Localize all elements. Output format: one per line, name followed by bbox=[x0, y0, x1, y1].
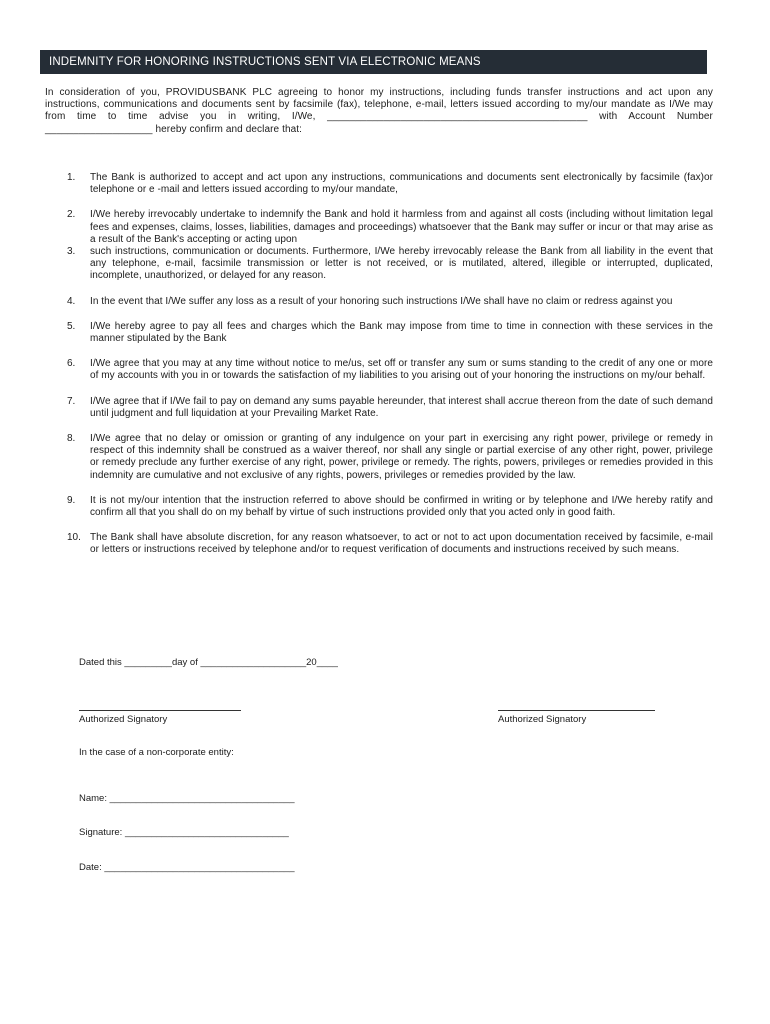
clause-text: It is not my/our intention that the instruction referred to above should be confirmed in writing or by telephone and I/We hereby ratify and confirm all that you shall do on my behalf by virtue of such instructions provided only that you acted only in good faith. bbox=[90, 494, 713, 519]
clause-number: 3. bbox=[67, 246, 76, 258]
clause-text: The Bank is authorized to accept and act upon any instructions, communications and documents sent electronically by facsimile (fax)or telephone or e -mail and letters issued according to my/our mandate, bbox=[90, 172, 713, 196]
clause-item bbox=[45, 358, 713, 382]
clause-item bbox=[45, 209, 713, 246]
intro-text: In consideration of you, PROVIDUSBANK PLC agreeing to honor my instructions, including funds transfer instructions and act upon any instructions, communications and documents sent by facsimile (fax), telephone, e-mail, letters issued according to my/our mandate as I/We may from time to time advise you in writing, I/We, ______________________________________________ with Account Number ___________________ hereby confirm and declare that: bbox=[45, 87, 713, 135]
clause-item bbox=[45, 433, 713, 482]
clause-item bbox=[45, 296, 713, 308]
signature-field: Signature: _______________________________ bbox=[79, 827, 289, 838]
clause-text: The Bank shall have absolute discretion, for any reason whatsoever, to act or not to act upon documentation received by facsimile, e-mail or letters or instructions received by telephone and/or to request verification of documents and instructions received by such means. bbox=[90, 532, 713, 556]
clause-number: 6. bbox=[67, 358, 76, 370]
clause-text: I/We agree that no delay or omission or granting of any indulgence on your part in exercising any right power, privilege or remedy in respect of this indemnity shall be construed as a waiver thereof, nor shall any single or partial exercise of any other right, power, privilege or remedy preclude any further exercise of any right, power, privilege or remedy. The rights, powers, privileges or remedies provided in this indemnity are cumulative and not exclusive of any rights, powers, privileges or remedies provided by the law. bbox=[90, 433, 713, 481]
clause-number: 10. bbox=[67, 532, 81, 544]
name-field: Name: ___________________________________ bbox=[79, 793, 295, 804]
clause-list bbox=[45, 172, 713, 570]
clause-text: such instructions, communication or documents. Furthermore, I/We hereby irrevocably release the Bank from all liability in the event that any telephone, e-mail, facsimile transmission or letter is not received, or is mutilated, altered, illegible or interrupted, duplicated, incomplete, unauthorized, or delayed for any reason. bbox=[90, 246, 713, 282]
clause-number: 4. bbox=[67, 295, 76, 307]
clause-number: 2. bbox=[67, 209, 76, 221]
dated-line: Dated this _________day of ____________________20____ bbox=[79, 657, 338, 668]
document-title: INDEMNITY FOR HONORING INSTRUCTIONS SENT VIA ELECTRONIC MEANS bbox=[40, 50, 707, 74]
clause-item bbox=[45, 321, 713, 345]
clause-text: In the event that I/We suffer any loss as a result of your honoring such instructions I/We shall have no claim or redress against you bbox=[90, 295, 673, 307]
clause-item bbox=[45, 172, 713, 196]
left-signature-line bbox=[79, 710, 241, 711]
clause-text: I/We hereby irrevocably undertake to indemnify the Bank and hold it harmless from and against all costs (including without limitation legal fees and expenses, claims, losses, liabilities, damages and proceedings) whatsoever that the Bank may suffer or incur or that may arise as a result of the Bank's accepting or acting upon bbox=[90, 209, 713, 245]
non-corporate-heading: In the case of a non-corporate entity: bbox=[79, 747, 234, 758]
left-authorized-signatory: Authorized Signatory bbox=[79, 714, 168, 725]
clause-item bbox=[45, 495, 713, 519]
clause-number: 9. bbox=[67, 494, 76, 506]
clause-item bbox=[45, 246, 713, 283]
right-authorized-signatory: Authorized Signatory bbox=[498, 714, 587, 725]
right-signature-line bbox=[498, 710, 655, 711]
clause-item bbox=[45, 396, 713, 420]
clause-text: I/We agree that you may at any time without notice to me/us, set off or transfer any sum or sums standing to the credit of any one or more of my accounts with you in or towards the satisfaction of my liabilities to you arising out of your honoring the instructions on my/our behalf. bbox=[90, 358, 713, 382]
clause-text: I/We agree that if I/We fail to pay on demand any sums payable hereunder, that interest shall accrue thereon from the date of such demand until judgment and full liquidation at your Prevailing Market Rate. bbox=[90, 395, 713, 419]
clause-number: 5. bbox=[67, 320, 76, 332]
clause-number: 8. bbox=[67, 433, 76, 445]
clause-number: 1. bbox=[67, 172, 76, 183]
intro-paragraph bbox=[45, 87, 713, 136]
clause-text: I/We hereby agree to pay all fees and charges which the Bank may impose from time to time in connection with these services in the manner stipulated by the Bank bbox=[90, 320, 713, 345]
clause-number: 7. bbox=[67, 395, 76, 407]
date-field: Date: ____________________________________ bbox=[79, 862, 295, 873]
clause-item bbox=[45, 532, 713, 556]
